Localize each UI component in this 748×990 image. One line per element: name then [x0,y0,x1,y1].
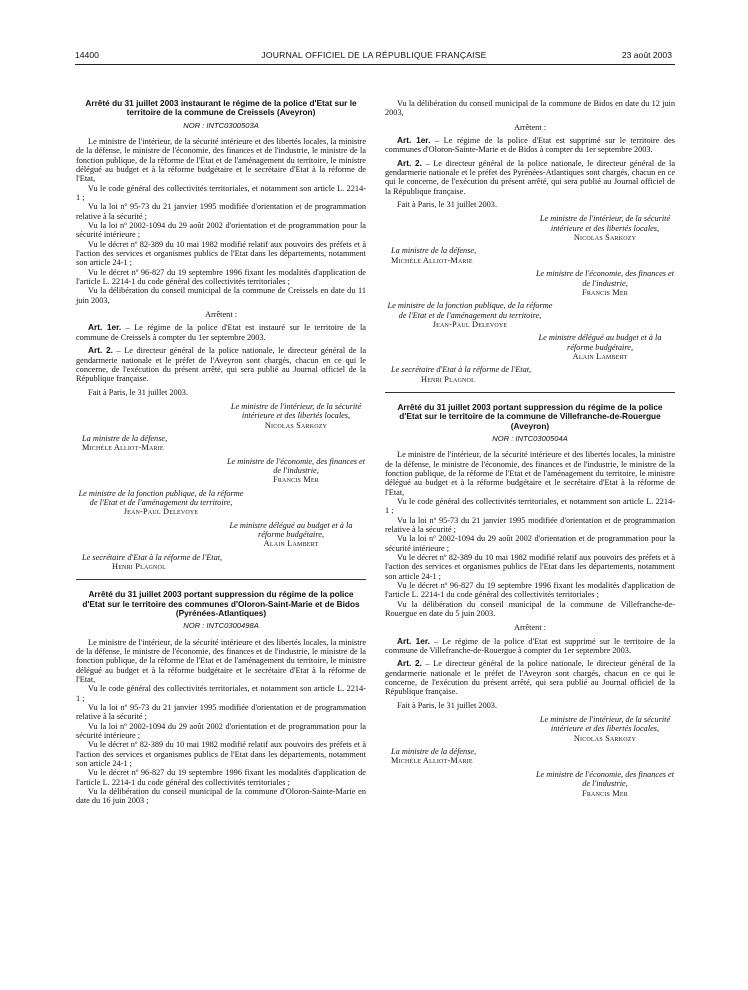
arretent: Arrêtent : [513,122,547,132]
signature-economie: Le ministre de l'économie, des finances et de l'industrie, Francis Mer [226,456,366,485]
signature-fonction-publique: Le ministre de la fonction publique, de la réforme de l'Etat et de l'aménagement du territoire, Jean-Paul Delevoye [387,301,553,329]
page-header [0,50,748,64]
page-number: 14400 [75,50,99,60]
signature-secretaire: Le secrétaire d'Etat à la réforme de l'Etat, Henri Plagnol [391,365,532,384]
article-2: Art. 2. – Le directeur général de la police nationale, le directeur général de la gendarmerie nationale et le préfet des Pyrénées-Atlantiques sont chargés, chacun en ce qui le concerne, de l'exécution du présent arrêté, qui sera publié au Journal officiel de la République française. [385,157,676,196]
vu-clause: Vu le code général des collectivités territoriales, et notamment son article L. 2214-1 ; [76,684,366,703]
article-1: Art. 1er. – Le régime de la police d'Etat est instauré sur le territoire de la commune de Creissels à compter du 1er septembre 2003. [76,322,366,342]
preamble: Le ministre de l'intérieur, de la sécurité intérieure et des libertés locales, la ministre de la défense, le ministre de l'économie, des finances et de l'industrie, le ministre de la fonction publique, de la réforme de l'Etat et de l'aménagement du territoire, le ministre délégué au budget et à la réforme budgétaire et le secrétaire d'Etat à la réforme de l'Etat, [76,637,366,684]
signature-economie: Le ministre de l'économie, des finances et de l'industrie, Francis Mer [535,769,675,798]
article-1: Art. 1er. – Le régime de la police d'Etat est supprimé sur le territoire de la commune de Villefranche-de-Rouergue à compter du 1er septembre 2003. [385,635,675,656]
vu-clause: Vu le décret nº 82-389 du 10 mai 1982 modifié relatif aux pouvoirs des préfets et à l'action des services et organismes publics de l'Etat dans les départements, notamment son article 24-1 ; [76,740,366,769]
issue-date: 23 août 2003 [621,50,672,60]
vu-deliberation: Vu la délibération du conseil municipal de la commune d'Oloron-Sainte-Marie en date du 16 juin 2003 ; [76,787,366,806]
nor-reference: NOR : INTC0300498A [183,621,259,631]
vu-clause: Vu le code général des collectivités territoriales, et notamment son article L. 2214-1 ; [385,496,675,516]
vu-deliberation: Vu la délibération du conseil municipal de la commune de Creissels en date du 11 juin 2003, [76,286,366,305]
section-separator [385,392,675,393]
vu-clause: Vu la loi nº 2002-1094 du 29 août 2002 d'orientation et de programmation pour la sécurité intérieure ; [76,221,366,240]
fait-a-paris: Fait à Paris, le 31 juillet 2003. [88,387,189,397]
article-1: Art. 1er. – Le régime de la police d'Etat est supprimé sur le territoire des communes d'Oloron-Sainte-Marie et de Bidos à compter du 1er septembre 2003. [385,135,675,155]
arrete-title: Arrêté du 31 juillet 2003 portant suppression du régime de la police d'Etat sur le territoire de la commune de Villefranche-de-Rouergue (Aveyron) [397,401,663,431]
arretent: Arrêtent : [204,310,238,320]
vu-clause: Vu la loi nº 2002-1094 du 29 août 2002 d'orientation et de programmation pour la sécurité intérieure ; [385,534,675,553]
preamble: Le ministre de l'intérieur, de la sécurité intérieure et des libertés locales, la ministre de la défense, le ministre de l'économie, des finances et de l'industrie, le ministre de la fonction publique, de la réforme de l'Etat et de l'aménagement du territoire, le ministre délégué au budget et à la réforme budgétaire et le secrétaire d'Etat à la réforme de l'Etat, [385,450,675,497]
header-rule [75,64,675,65]
preamble: Le ministre de l'intérieur, de la sécurité intérieure et des libertés locales, la ministre de la défense, le ministre de l'économie, des finances et de l'industrie, le ministre de la fonction publique, de la réforme de l'Etat et de l'aménagement du territoire, le ministre délégué au budget et à la réforme budgétaire et le secrétaire d'Etat à la réforme de l'Etat, [76,136,366,184]
vu-deliberation: Vu la délibération du conseil municipal de la commune de Bidos en date du 12 juin 2003, [385,99,675,118]
signature-defense: La ministre de la défense, Michèle Alliot-Marie [391,747,477,766]
vu-clause: Vu le décret nº 82-389 du 10 mai 1982 modifié relatif aux pouvoirs des préfets et à l'action des services et organismes publics de l'Etat dans les départements, notamment son article 24-1 ; [385,552,675,581]
fait-a-paris: Fait à Paris, le 31 juillet 2003. [397,700,498,710]
vu-clause: Vu la loi nº 95-73 du 21 janvier 1995 modifiée d'orientation et de programmation relative à la sécurité ; [76,703,366,722]
fait-a-paris: Fait à Paris, le 31 juillet 2003. [397,200,498,210]
right-column [385,99,675,802]
signature-defense: La ministre de la défense, Michèle Alliot-Marie [82,433,168,453]
vu-deliberation: Vu la délibération du conseil municipal de la commune de Villefranche-de-Rouergue en date du 5 juin 2003. [385,599,675,619]
journal-title: JOURNAL OFFICIEL DE LA RÉPUBLIQUE FRANÇAISE [261,50,487,60]
signature-budget: Le ministre délégué au budget et à la réforme budgétaire, Alain Lambert [229,520,353,549]
nor-reference: NOR : INTC0300504A [492,433,568,443]
signature-fonction-publique: Le ministre de la fonction publique, de la réforme de l'Etat et de l'aménagement du territoire, Jean-Paul Delevoye [78,488,244,517]
article-2: Art. 2. – Le directeur général de la police nationale, le directeur général de la gendarmerie nationale et le préfet de l'Aveyron sont chargés, chacun en ce qui le concerne, de l'exécution du présent arrêté, qui sera publié au Journal officiel de la République française. [76,345,367,384]
arrete-title: Arrêté du 31 juillet 2003 instaurant le régime de la police d'Etat sur le territoire de la commune de Creissels (Aveyron) [85,98,357,118]
signature-budget: Le ministre délégué au budget et à la réforme budgétaire, Alain Lambert [538,333,662,361]
arretent: Arrêtent : [513,623,547,633]
signature-defense: La ministre de la défense, Michèle Alliot-Marie [391,246,477,265]
vu-clause: Vu le décret nº 96-827 du 19 septembre 1996 fixant les modalités d'application de l'article L. 2214-1 du code général des collectivités territoriales ; [76,267,366,287]
section-separator [76,579,366,580]
vu-clause: Vu la loi nº 95-73 du 21 janvier 1995 modifiée d'orientation et de programmation relative à la sécurité ; [385,515,675,534]
signature-secretaire: Le secrétaire d'Etat à la réforme de l'Etat, Henri Plagnol [82,552,223,572]
arrete-title: Arrêté du 31 juillet 2003 portant suppression du régime de la police d'Etat sur le territoire des communes d'Oloron-Saint-Marie et de Bidos (Pyrénées-Atlantiques) [82,589,360,618]
signature-interieur: Le ministre de l'intérieur, de la sécurité intérieure et des libertés locales, Nicolas Sarkozy [539,715,671,743]
vu-clause: Vu la loi nº 2002-1094 du 29 août 2002 d'orientation et de programmation pour la sécurité intérieure ; [76,721,366,741]
signature-interieur: Le ministre de l'intérieur, de la sécurité intérieure et des libertés locales, Nicolas Sarkozy [230,401,362,430]
signature-interieur: Le ministre de l'intérieur, de la sécurité intérieure et des libertés locales, Nicolas Sarkozy [539,214,671,243]
vu-clause: Vu la loi nº 95-73 du 21 janvier 1995 modifiée d'orientation et de programmation relative à la sécurité ; [76,202,366,221]
vu-clause: Vu le décret nº 96-827 du 19 septembre 1996 fixant les modalités d'application de l'article L. 2214-1 du code général des collectivités territoriales ; [76,768,366,787]
vu-clause: Vu le code général des collectivités territoriales, et notamment son article L. 2214-1 ; [76,183,366,202]
signature-economie: Le ministre de l'économie, des finances et de l'industrie, Francis Mer [535,269,675,297]
left-column [76,99,366,806]
article-2: Art. 2. – Le directeur général de la police nationale, le directeur général de la gendarmerie nationale et le préfet de l'Aveyron sont chargés, chacun en ce qui le concerne, de l'exécution du présent arrêté, qui sera publié au Journal officiel de la République française. [385,658,676,697]
vu-clause: Vu le décret nº 96-827 du 19 septembre 1996 fixant les modalités d'application de l'article L. 2214-1 du code général des collectivités territoriales ; [385,580,675,600]
nor-reference: NOR : INTC0300503A [183,120,259,130]
vu-clause: Vu le décret nº 82-389 du 10 mai 1982 modifié relatif aux pouvoirs des préfets et à l'action des services et organismes publics de l'Etat dans les départements, notamment son article 24-1 ; [76,239,366,268]
